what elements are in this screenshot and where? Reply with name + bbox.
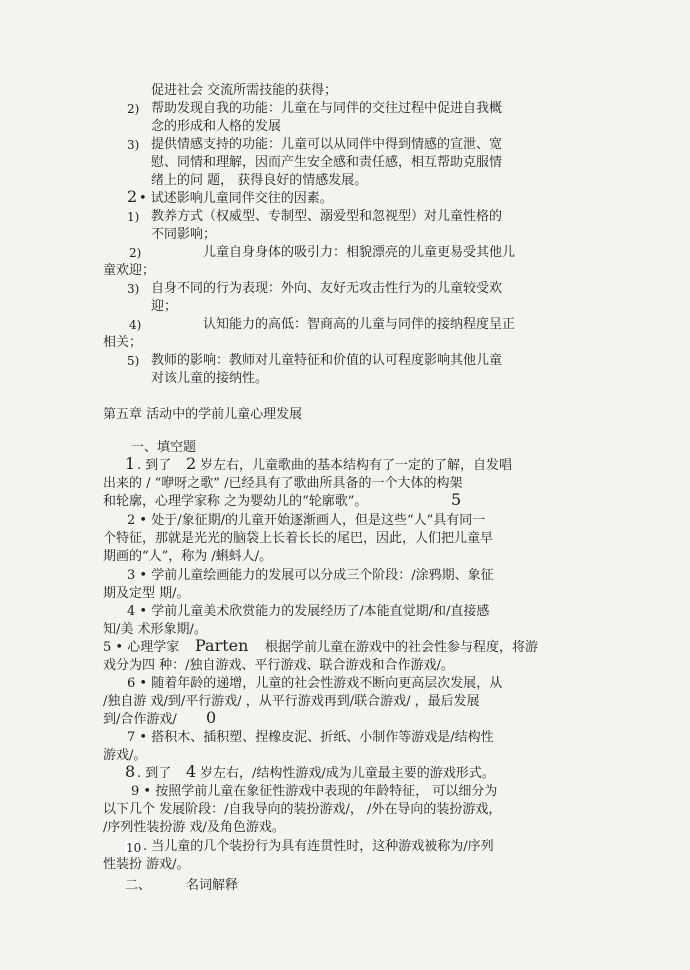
- question-text: 0: [206, 708, 217, 727]
- list-item-text: 自身不同的行为表现：外向、友好无攻击性行为的儿童较受欢: [151, 281, 503, 296]
- question-text: 岁左右，/结构性游戏/成为儿童最主要的游戏形式。: [200, 766, 495, 781]
- list-item-number: 3): [127, 282, 140, 296]
- question-text: 以下几个 发展阶段：/自我导向的装扮游戏/， /外在导向的装扮游戏，: [103, 802, 502, 817]
- question-text: 5 • 心理学家: [103, 640, 180, 655]
- question-text: 戏分为四 种：/独自游戏、平行游戏、联合游戏和合作游戏/。: [103, 658, 454, 673]
- question-text: . 当儿童的几个装扮行为具有连贯性时，这种游戏被称为/序列: [143, 839, 494, 854]
- list-item-number: 3): [127, 138, 140, 152]
- list-item-text: 迎；: [151, 299, 178, 314]
- question-text: 5: [451, 490, 462, 509]
- list-item-text: 慰、同情和理解，因而产生安全感和责任感，相互帮助克服情: [151, 155, 503, 170]
- question-text: /序列性装扮游 戏/及角色游戏。: [103, 820, 285, 835]
- list-item-text: 教养方式（权威型、专制型、溺爱型和忽视型）对儿童性格的: [151, 209, 503, 224]
- list-item-text: 提供情感支持的功能：儿童可以从同伴中得到情感的宣泄、宽: [151, 137, 503, 152]
- question-text: . 到了: [137, 458, 172, 473]
- question-text: • 试述影响儿童同伴交往的因素。: [139, 191, 333, 206]
- question-text: 出来的 / “咿呀之歌” /已经具有了歌曲所具备的一个大体的构架: [103, 476, 463, 491]
- question-number: 1: [125, 454, 136, 473]
- section-heading: 名词解释: [186, 878, 239, 893]
- section-heading: 一、填空题: [131, 440, 197, 455]
- question-text: 游戏/。: [103, 748, 147, 763]
- question-text: 3 • 学前儿童绘画能力的发展可以分成三个阶段：/涂鸦期、象征: [127, 568, 494, 583]
- list-item-text: 相关；: [103, 335, 143, 350]
- list-item-text: 对该儿童的接纳性。: [151, 371, 269, 386]
- list-item-text: 绪上的问 题， 获得良好的情感发展。: [151, 173, 368, 188]
- question-text: 岁左右，儿童歌曲的基本结构有了一定的了解，自发唱: [200, 458, 513, 473]
- question-text: Parten: [195, 636, 249, 655]
- list-item-number: 1): [127, 210, 140, 224]
- question-text: 期画的“人”，称为 /蝌蚪人/。: [103, 549, 273, 564]
- list-item-text: 童欢迎；: [103, 263, 156, 278]
- list-item-text: 念的形成和人格的发展: [151, 119, 282, 134]
- list-item-text: 教师的影响：教师对儿童特征和价值的认可程度影响其他儿童: [151, 353, 503, 368]
- question-number: 2: [127, 187, 138, 206]
- section-heading-number: 二、: [125, 878, 152, 893]
- question-text: 性装扮 游戏/。: [103, 857, 190, 872]
- list-item-text: 不同影响；: [151, 227, 217, 242]
- question-number: 4: [186, 762, 197, 781]
- question-number: 2: [186, 454, 197, 473]
- question-text: 根据学前儿童在游戏中的社会性参与程度，将游: [265, 640, 539, 655]
- question-text: 和轮廓，心理学家称 之为婴幼儿的“轮廓歌”。: [103, 494, 368, 509]
- question-text: /独自游 戏/到/平行游戏/ ，从平行游戏再到/联合游戏/ ，最后发展: [103, 694, 480, 709]
- question-text: 个特征，那就是光光的脑袋上长着长长的尾巴，因此，人们把儿童早: [103, 531, 494, 546]
- list-item-continuation: 促进社会 交流所需技能的获得；: [151, 83, 338, 98]
- question-text: 7 • 搭积木、插积塑、捏橡皮泥、折纸、小制作等游戏是/结构性: [127, 730, 494, 745]
- question-text: 9 • 按照学前儿童在象征性游戏中表现的年龄特征， 可以细分为: [131, 784, 498, 799]
- list-item-text: 认知能力的高低：智商高的儿童与同伴的接纳程度呈正: [203, 317, 516, 332]
- list-item-number: 5): [127, 354, 140, 368]
- question-text: 6 • 随着年龄的递增，儿童的社会性游戏不断向更高层次发展，从: [127, 676, 503, 691]
- question-text: 2 • 处于/象征期/的儿童开始逐渐画人，但是这些“人”具有同一: [127, 513, 486, 528]
- question-text: 4 • 学前儿童美术欣赏能力的发展经历了/本能直觉期/和/直接感: [127, 604, 490, 619]
- list-item-number: 4): [129, 318, 142, 332]
- question-number: 8: [125, 762, 136, 781]
- question-text: 期及定型 期/。: [103, 586, 190, 601]
- list-item-number: 2): [129, 246, 142, 260]
- question-number: 10: [126, 841, 142, 855]
- list-item-number: 2): [127, 102, 140, 116]
- question-text: 到/合作游戏/: [103, 712, 177, 727]
- chapter-title: 第五章 活动中的学前儿童心理发展: [103, 407, 303, 422]
- list-item-text: 儿童自身身体的吸引力：相貌漂亮的儿童更易受其他儿: [203, 245, 516, 260]
- list-item-text: 帮助发现自我的功能：儿童在与同伴的交往过程中促进自我概: [151, 101, 503, 116]
- question-text: 知/美 术形象期/。: [103, 622, 207, 637]
- question-text: . 到了: [137, 766, 172, 781]
